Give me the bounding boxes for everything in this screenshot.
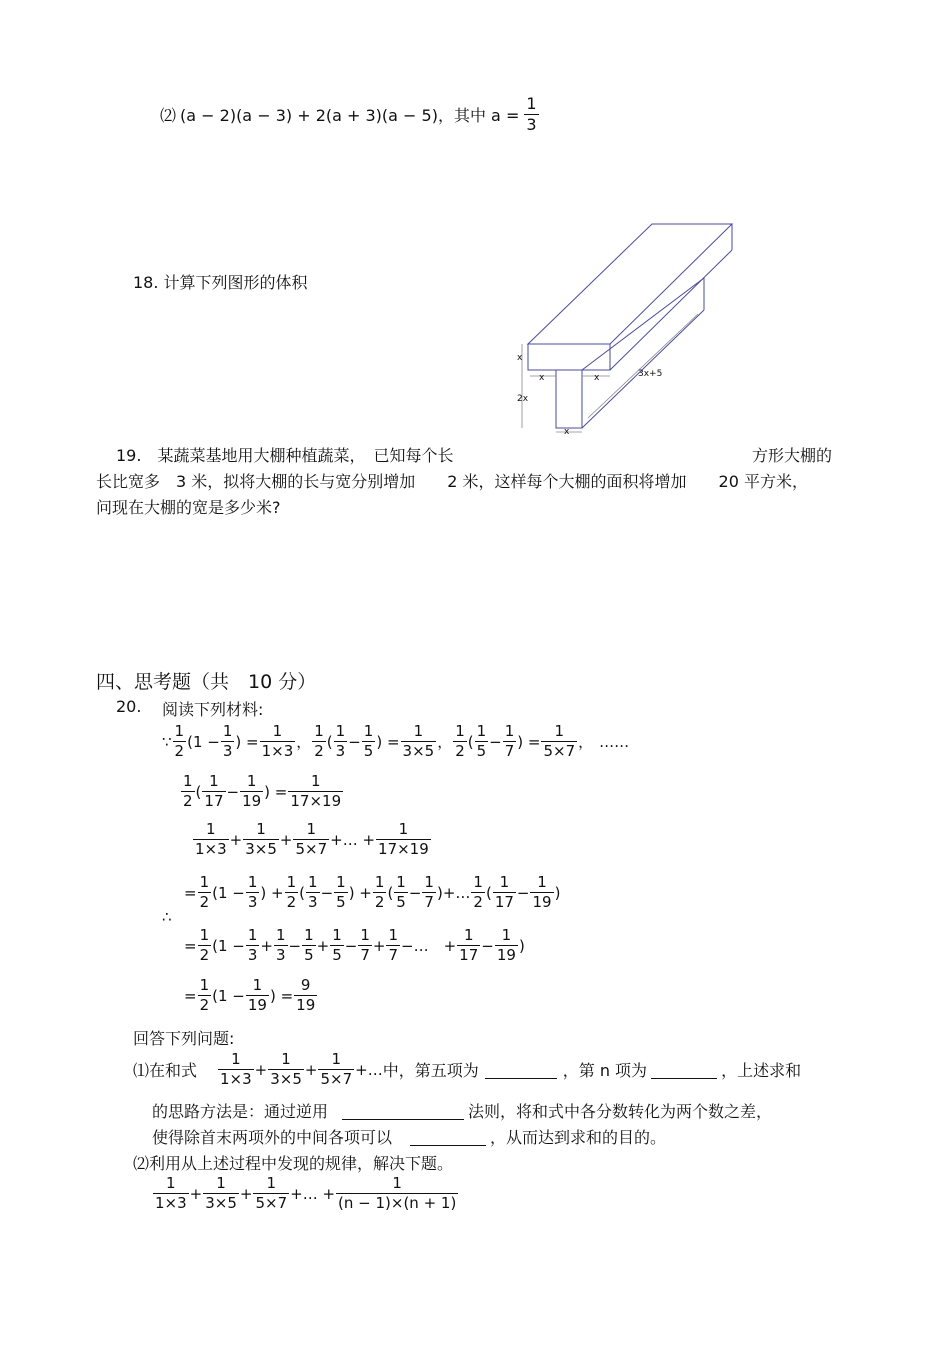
material-line-6: = $\frac{1}{2}$ (1 − $\frac{1}{19}$ ) = $\frac{9}{19}$ (184, 976, 316, 1014)
fraction: $\frac{1}{7}$ (388, 926, 399, 964)
fraction: $\frac{1}{2}$ (314, 722, 324, 760)
q20-intro: 阅读下列材料: (162, 700, 264, 719)
fraction: $\frac{1}{3}$ (308, 873, 318, 911)
fraction: $\frac{1}{3\times 5}$ (270, 1050, 302, 1088)
fraction: $\frac{1}{2}$ (374, 873, 385, 911)
fraction: $\frac{1}{3\times 5}$ (205, 1174, 237, 1212)
q19-line2: 长比宽多 3 米，拟将大棚的长与宽分别增加 2 米，这样每个大棚的面积将增加 20 平方米， (96, 472, 808, 491)
fraction: $\frac{1}{17}$ (494, 873, 514, 911)
fraction: $\frac{1}{3\times 5}$ (402, 722, 435, 760)
fraction: $\frac{1}{5}$ (304, 926, 314, 964)
nth-term-blank[interactable] (651, 1060, 717, 1079)
fraction: $\frac{1}{2}$ (455, 722, 465, 760)
q17-part2 (160, 96, 540, 133)
fraction: $\frac{1}{7}$ (360, 926, 370, 964)
fraction: $\frac{1}{17\times 19}$ (378, 820, 429, 858)
fraction: $\frac{1}{5\times 7}$ (255, 1174, 288, 1212)
dim-x-left: x (539, 373, 545, 383)
answer-part1-line3: 使得除首末两项外的中间各项可以 ，从而达到求和的目的。 (152, 1128, 667, 1147)
fraction: $\frac{1}{5}$ (476, 722, 487, 760)
fraction: $\frac{9}{19}$ (296, 976, 316, 1014)
fraction: $\frac{1}{17}$ (204, 772, 224, 810)
fraction: $\frac{1}{3\times 5}$ (245, 820, 277, 858)
material-line-2: $\frac{1}{2}$ ( $\frac{1}{17}$ − $\frac{1}{19}$ ) = $\frac{1}{17\times 19}$ (183, 772, 342, 810)
dim-x-right: x (594, 373, 600, 383)
q17-expression: (a − 2)(a − 3) + 2(a + 3)(a − 5)，其中 a = (180, 106, 520, 125)
fraction: $\frac{1}{3}$ (335, 722, 346, 760)
q17-a-denominator: 3 (526, 115, 537, 134)
fraction: $\frac{1}{1\times 3}$ (220, 1050, 252, 1088)
answer-part1-line2: 的思路方法是：通过逆用 法则，将和式中各分数转化为两个数之差， (152, 1102, 773, 1121)
fraction: $\frac{1}{5}$ (336, 873, 346, 911)
material-line-4: = $\frac{1}{2}$ (1 − $\frac{1}{3}$ ) + $\frac{1}{2}$ ( $\frac{1}{3}$ − $\frac{1}{5}$ ) + $\frac{1}{2}$ ( $\frac{1}{5}$ − $\frac{1}{7}$ ) +… $\frac{1}{2}$ ( $\frac{1}{17}$ − $\frac{1}{19}$ ) (184, 873, 561, 911)
dim-3x-plus-5: 3x+5 (638, 369, 663, 379)
material-line-3: $\frac{1}{1\times 3}$ + $\frac{1}{3\times 5}$ + $\frac{1}{5\times 7}$ +… + $\frac{1}{17\times 19}$ (195, 820, 429, 858)
answer-intro: 回答下列问题: (133, 1029, 235, 1048)
fraction: $\frac{1}{17}$ (459, 926, 479, 964)
problem-sum-expression: $\frac{1}{1\times 3}$ + $\frac{1}{3\times 5}$ + $\frac{1}{5\times 7}$ +… + $\frac{1}{(n - 1)\times(n + 1)}$ (155, 1174, 457, 1212)
answer-part2: ⑵利用从上述过程中发现的规律，解决下题。 (133, 1154, 454, 1173)
fraction: $\frac{1}{19}$ (247, 976, 267, 1014)
q20-number: 20. (116, 697, 142, 716)
fraction: $\frac{1}{7}$ (504, 722, 515, 760)
fraction: $\frac{1}{2}$ (473, 873, 483, 911)
fraction: $\frac{1}{2}$ (199, 873, 210, 911)
solid-figure-diagram (512, 218, 752, 440)
fraction: $\frac{1}{3}$ (247, 926, 258, 964)
fraction: $\frac{1}{19}$ (242, 772, 262, 810)
fraction: $\frac{1}{5\times 7}$ (543, 722, 576, 760)
middle-terms-blank[interactable] (410, 1127, 486, 1146)
dim-x-top: x (517, 353, 523, 363)
fraction: $\frac{1}{5\times 7}$ (295, 820, 328, 858)
fraction: $\frac{1}{3}$ (275, 926, 286, 964)
fraction: $\frac{1}{1\times 3}$ (155, 1174, 187, 1212)
fraction: $\frac{1}{19}$ (532, 873, 552, 911)
fraction: $\frac{1}{1\times 3}$ (195, 820, 227, 858)
because-symbol: ∵ (162, 732, 172, 751)
fraction: $\frac{1}{1\times 3}$ (261, 722, 294, 760)
fraction: $\frac{1}{5}$ (332, 926, 342, 964)
fraction: $\frac{1}{17\times 19}$ (290, 772, 342, 810)
fraction: $\frac{1}{(n - 1)\times(n + 1)}$ (338, 1174, 457, 1212)
fraction: $\frac{1}{5}$ (363, 722, 374, 760)
q19-line1-a: 19. 某蔬菜基地用大棚种植蔬菜， 已知每个长 (116, 446, 454, 465)
sum-expression: $\frac{1}{1\times 3}$ + $\frac{1}{3\times 5}$ + $\frac{1}{5\times 7}$ +… (220, 1050, 383, 1088)
fraction: $\frac{1}{2}$ (174, 722, 185, 760)
fraction: $\frac{1}{3}$ (222, 722, 233, 760)
fraction: $\frac{1}{2}$ (286, 873, 297, 911)
therefore-symbol: ∴ (162, 908, 172, 926)
fraction: $\frac{1}{3}$ (247, 873, 258, 911)
fraction: $\frac{1}{5}$ (396, 873, 406, 911)
fraction: $\frac{1}{5\times 7}$ (320, 1050, 353, 1088)
fifth-term-blank[interactable] (485, 1060, 557, 1079)
q17-a-fraction (524, 96, 538, 133)
dim-2x: 2x (517, 394, 529, 404)
material-line-1: ∵ $\frac{1}{2}$ (1 − $\frac{1}{3}$ ) = $\frac{1}{1\times 3}$ ， $\frac{1}{2}$ ( $\frac{1}{3}$ − $\frac{1}{5}$ ) = $\frac{1}{3\times 5}$ ， $\frac{1}{2}$ ( $\frac{1}{5}$ − $\frac{1}{7}$ ) = $\frac{1}{5\times 7}$ ， …… (162, 722, 630, 760)
rule-blank[interactable] (342, 1101, 464, 1120)
fraction: $\frac{1}{2}$ (199, 976, 210, 1014)
fraction: $\frac{1}{7}$ (424, 873, 434, 911)
q19-line1-b: 方形大棚的 (752, 446, 833, 465)
q19-line3: 问现在大棚的宽是多少米? (96, 498, 281, 517)
fraction: $\frac{1}{2}$ (199, 926, 210, 964)
section4-title: 四、思考题（共 10 分） (96, 671, 317, 693)
fraction: $\frac{1}{2}$ (183, 772, 193, 810)
q17-label: ⑵ (160, 106, 177, 125)
answer-part1-line1: ⑴在和式 $\frac{1}{1\times 3}$ + $\frac{1}{3\times 5}$ + $\frac{1}{5\times 7}$ +… 中，第五项为 ，第 n 项为 ，上述求和 (133, 1050, 802, 1088)
material-line-5: = $\frac{1}{2}$ (1 − $\frac{1}{3}$ + $\frac{1}{3}$ − $\frac{1}{5}$ + $\frac{1}{5}$ − $\frac{1}{7}$ + $\frac{1}{7}$ −… + $\frac{1}{17}$ − $\frac{1}{19}$ ) (184, 926, 525, 964)
dim-x-bottom: x (564, 427, 570, 437)
fraction: $\frac{1}{19}$ (496, 926, 516, 964)
q18-text: 18. 计算下列图形的体积 (133, 273, 308, 292)
q17-a-numerator: 1 (526, 94, 537, 113)
